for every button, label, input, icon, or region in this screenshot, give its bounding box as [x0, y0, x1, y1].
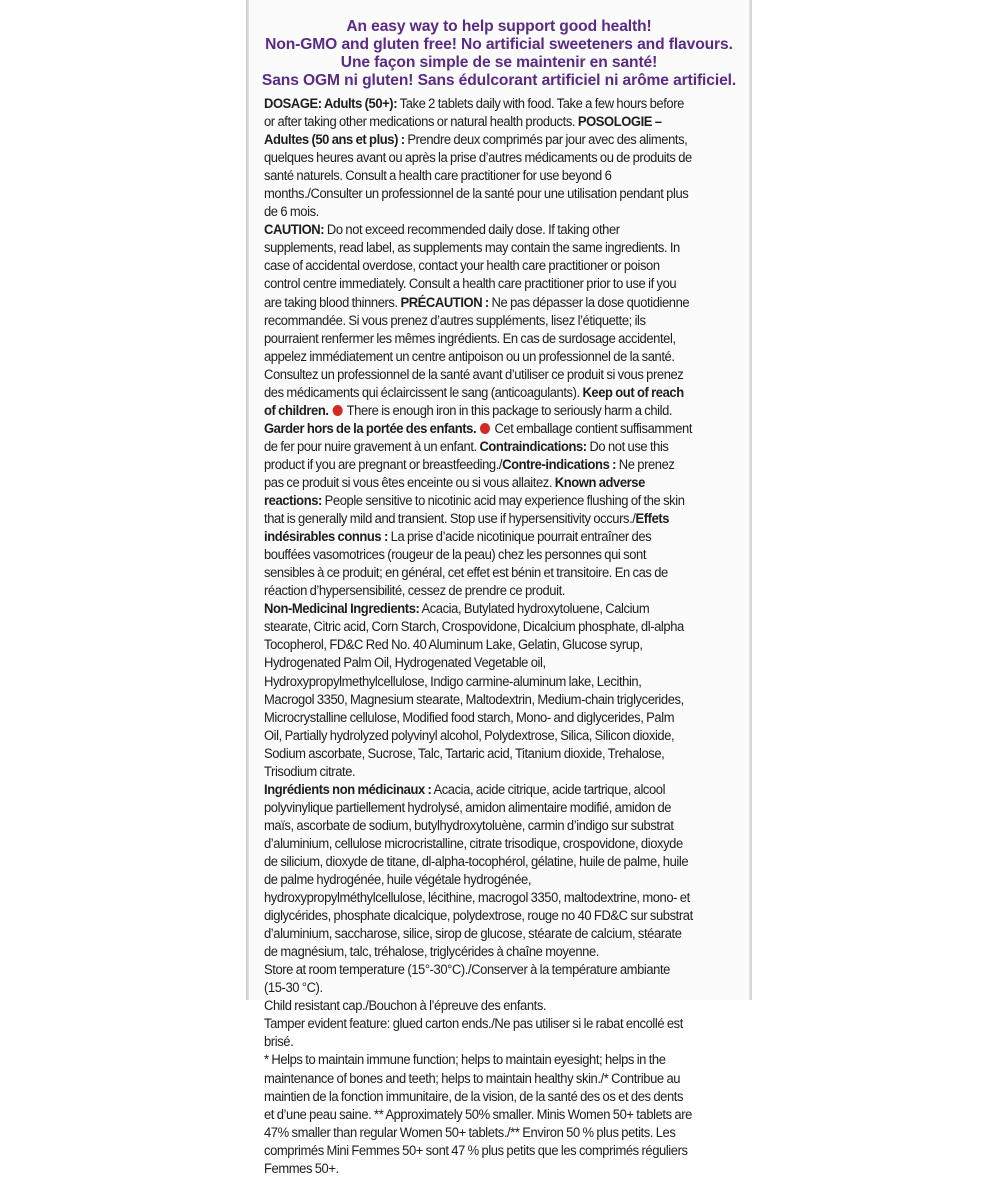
ingredients-fr-label: Ingrédients non médicinaux :	[264, 781, 432, 798]
caution-paragraph	[264, 221, 694, 600]
tamper-text: Tamper evident feature: glued carton ends./Ne pas utiliser si le rabat encollé est brisé.	[264, 1016, 683, 1051]
precaution-text: Ne pas dépasser la dose quotidienne recommandée. Si vous prenez d’autres suppléments, lisez l’étiquette; ils pourraient renfermer les mêmes ingrédients. En cas de surdosage accidentel, appelez immédiatement un centre antipoison ou un professionnel de la santé. Consultez un professionnel de la santé avant d’utiliser ce produit si vous prenez des médicaments qui éclaircissent le sang (anticoagulants).	[264, 294, 690, 401]
contre-indications-label: Contre-indications :	[502, 456, 617, 473]
caution-text: Do not exceed recommended daily dose. If taking other supplements, read label, as supplements may contain the same ingredients. In case of accidental overdose, contact your health care practitioner or poison control centre immediately. Consult a health care practitioner prior to use if you are taking blood thinners.	[264, 222, 680, 311]
ingredients-fr-paragraph	[264, 781, 694, 961]
ingredients-text: Acacia, Butylated hydroxytoluene, Calcium stearate, Citric acid, Corn Starch, Crospovidone, Dicalcium phosphate, dl-alpha Tocopherol, FD&C Red No. 40 Aluminum Lake, Gelatin, Glucose syrup, Hydrogenated Palm Oil, Hydrogenated Vegetable oil, Hydroxypropylmethylcellulose, Indigo carmine-aluminum lake, Lecithin, Macrogol 3350, Magnesium stearate, Maltodextrin, Medium-chain triglycerides, Microcrystalline cellulose, Modified food starch, Mono- and diglycerides, Palm Oil, Partially hydrolyzed polyvinyl alcohol, Polydextrose, Silica, Silicon dioxide, Sodium ascorbate, Sucrose, Talc, Tartaric acid, Titanium dioxide, Trehalose, Trisodium citrate.	[264, 601, 684, 780]
precaution-label: PRÉCAUTION :	[400, 294, 489, 311]
contre-indications-text: Ne prenez pas ce produit si vous êtes enceinte ou si vous allaitez.	[264, 456, 675, 491]
dosage-text: Take 2 tablets daily with food. Take a few hours before or after taking other medications or natural health products.	[264, 96, 684, 131]
carton-side-panel	[249, 0, 749, 1177]
storage-text: Store at room temperature (15°-30°C)./Conserver à la température ambiante (15-30 °C).	[264, 962, 670, 997]
effets-label: Effets indésirables connus :	[264, 511, 670, 546]
contraindications-label: Contraindications:	[479, 438, 587, 455]
dosage-paragraph	[264, 95, 694, 221]
headline-en-2: Non-GMO and gluten free! No artificial sweeteners and flavours.	[265, 36, 733, 53]
headline-fr-2: Sans OGM ni gluten! Sans édulcorant artificiel ni arôme artificiel.	[261, 72, 737, 89]
warning-dot-icon	[480, 423, 490, 434]
caution-label: CAUTION:	[264, 222, 325, 239]
adverse-label: Known adverse reactions:	[264, 474, 645, 510]
posologie-label: POSOLOGIE – Adultes (50 ans et plus) :	[264, 114, 662, 149]
footnotes-text: * Helps to maintain immune function; helps to maintain eyesight; helps in the maintenance of bones and teeth; helps to maintain healthy skin./* Contribue au maintien de la fonction immunitaire, de la vision, de la santé des os et des dents et d’une peau saine. ** Approximately 50% smaller. Minis Women 50+ tablets are 47% smaller than regular Women 50+ tablets./** Environ 50 % plus petits. Les comprimés Mini Femmes 50+ sont 47 % plus petits que les comprimés réguliers Femmes 50+.	[264, 1052, 692, 1177]
adverse-text: People sensitive to nicotinic acid may experience flushing of the skin that is generally mild and transient. Stop use if hypersensitivity occurs./	[264, 493, 685, 528]
label-body	[264, 95, 694, 1178]
background-left	[0, 0, 246, 1000]
keep-out-label: Keep out of reach of children.	[264, 384, 684, 419]
posologie-text: Prendre deux comprimés par jour avec des aliments, quelques heures avant ou après la prise d’autres médicaments ou de produits de santé naturels. Consult a health care practitioner for use beyond 6 months./Consulter un professionnel de la santé pour une utilisation pendant plus de 6 mois.	[264, 132, 692, 221]
headline-fr-1: Une façon simple de se maintenir en santé!	[340, 54, 658, 71]
ingredients-label: Non-Medicinal Ingredients:	[264, 601, 420, 618]
ingredients-paragraph	[264, 600, 694, 780]
headline-block	[249, 18, 749, 90]
warning-dot-icon	[332, 405, 342, 416]
headline-en-1: An easy way to help support good health!	[346, 18, 652, 35]
iron-warning: There is enough iron in this package to seriously harm a child.	[344, 402, 673, 419]
garder-label: Garder hors de la portée des enfants.	[264, 420, 477, 437]
effets-text: La prise d’acide nicotinique pourrait entraîner des bouffées vasomotrices (rougeur de la peau) chez les personnes qui sont sensibles à ce produit; en général, cet effet est bénin et transitoire. En cas de réaction d’hypersensibilité, cessez de prendre ce produit.	[264, 529, 668, 600]
contraindications-text: Do not use this product if you are pregnant or breastfeeding./	[264, 438, 669, 473]
carton-edge-right	[749, 0, 752, 1000]
ingredients-fr-text: Acacia, acide citrique, acide tartrique, alcool polyvinylique partiellement hydrolysé, amidon alimentaire modifié, amidon de maïs, ascorbate de sodium, butylhydroxytoluène, carmin d’indigo sur substrat d’aluminium, cellulose microcristalline, citrate trisodique, crospovidone, dioxyde de silicium, dioxyde de titane, dl-alpha-tocophérol, gélatine, huile de palme, huile de palme hydrogénée, huile végétale hydrogénée, hydroxypropylméthylcellulose, lécithine, macrogol 3350, maltodextrine, mono- et diglycérides, phosphate dicalcique, polydextrose, rouge no 40 FD&C sur substrat d’aluminium, saccharose, silice, sirop de glucose, stéarate de calcium, stéarate de magnésium, talc, tréhalose, triglycérides à chaîne moyenne.	[264, 781, 693, 961]
child-cap-text: Child resistant cap./Bouchon à l’épreuve des enfants.	[264, 998, 547, 1015]
dosage-label: DOSAGE: Adults (50+):	[264, 96, 398, 112]
iron-warning-fr: Cet emballage contient suffisamment de fer pour nuire gravement à un enfant.	[264, 420, 693, 455]
